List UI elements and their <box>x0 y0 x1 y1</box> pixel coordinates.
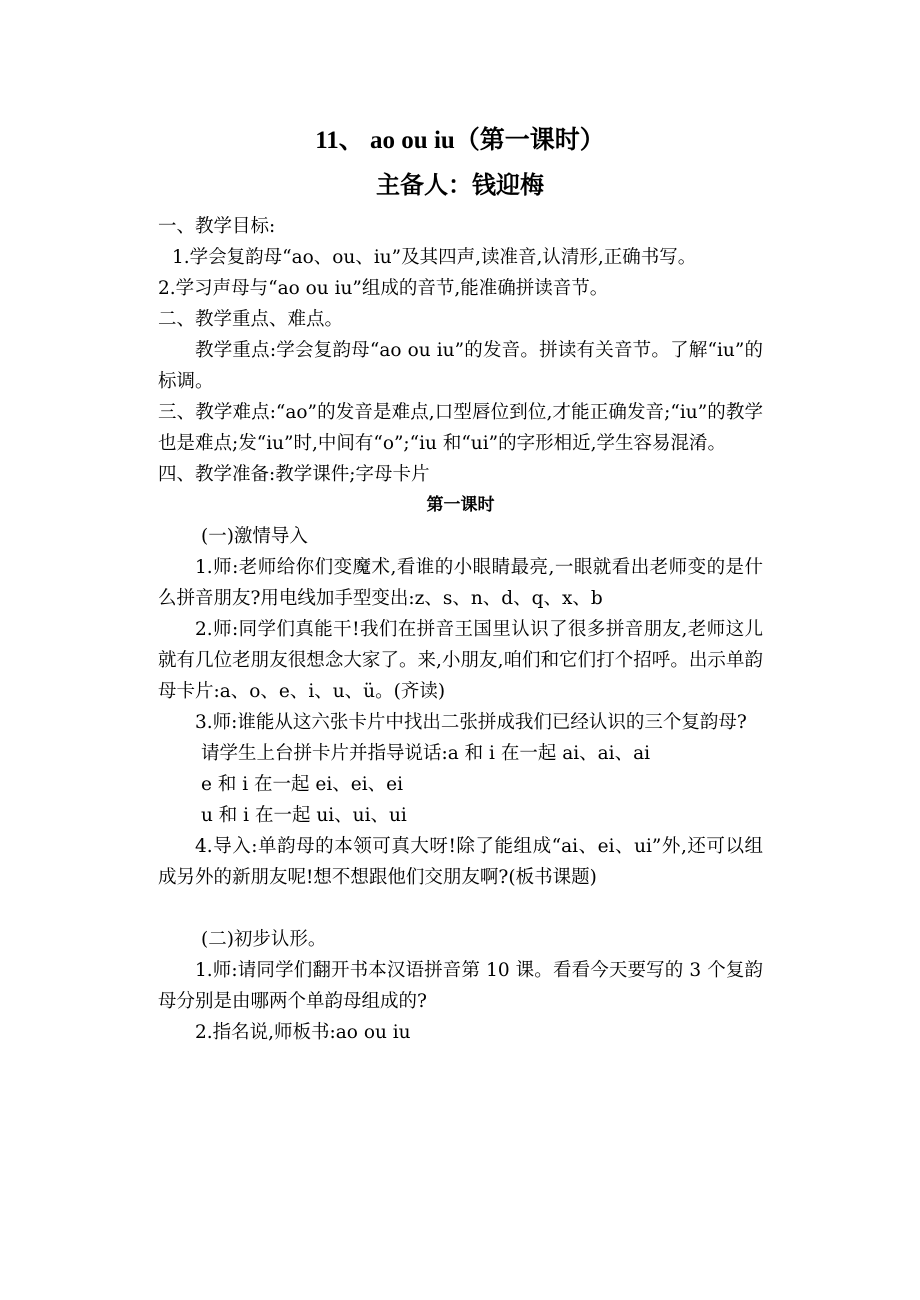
step-2-heading: (二)初步认形。 <box>201 929 327 950</box>
step-1-item-1: 1.师:老师给你们变魔术,看谁的小眼睛最亮,一眼就看出老师变的是什么拼音朋友?用电线加手型变出:z、s、n、d、q、x、b <box>158 557 763 609</box>
objective-2: 2.学习声母与“ao ou iu”组成的音节,能准确拼读音节。 <box>158 278 609 299</box>
blank-line <box>158 893 763 924</box>
preparation-text: 四、教学准备:教学课件;字母卡片 <box>158 464 430 485</box>
step-1-item-4: 4.导入:单韵母的本领可真大呀!除了能组成“ai、ei、ui”外,还可以组成另外的新朋友呢!想不想跟他们交朋友啊?(板书课题) <box>158 836 763 888</box>
step-1-item-3b: e 和 i 在一起 ei、ei、ei <box>201 774 403 795</box>
heading-key-points: 二、教学重点、难点。 <box>158 309 344 330</box>
step-1-item-3a: 请学生上台拼卡片并指导说话:a 和 i 在一起 ai、ai、ai <box>201 743 651 764</box>
step-1-item-2: 2.师:同学们真能干!我们在拼音王国里认识了很多拼音朋友,老师这儿就有几位老朋友很想念大家了。来,小朋友,咱们和它们打个招呼。出示单韵母卡片:a、o、e、i、u、ü。(齐读) <box>158 619 763 702</box>
lesson-title: 11、 ao ou iu（第一课时） <box>315 127 605 154</box>
key-point-text: 教学重点:学会复韵母“ao ou iu”的发音。拼读有关音节。了解“iu”的标调。 <box>158 340 763 392</box>
step-2-item-1: 1.师:请同学们翻开书本汉语拼音第 10 课。看看今天要写的 3 个复韵母分别是由哪两个单韵母组成的? <box>158 960 763 1012</box>
lesson-body <box>158 211 763 1048</box>
author-line: 主备人：钱迎梅 <box>376 171 544 199</box>
step-2-item-2: 2.指名说,师板书:ao ou iu <box>195 1022 411 1043</box>
lesson-section-title: 第一课时 <box>426 495 495 515</box>
step-1-item-3: 3.师:谁能从这六张卡片中找出二张拼成我们已经认识的三个复韵母? <box>195 712 747 733</box>
heading-objectives: 一、教学目标: <box>158 216 276 237</box>
step-1-item-3c: u 和 i 在一起 ui、ui、ui <box>201 805 407 826</box>
difficulty-text: 三、教学难点:“ao”的发音是难点,口型唇位到位,才能正确发音;“iu”的教学也是难点;发“iu”时,中间有“o”;“iu 和“ui”的字形相近,学生容易混淆。 <box>158 402 763 454</box>
step-1-heading: (一)激情导入 <box>201 526 308 547</box>
objective-1: 1.学会复韵母“ao、ou、iu”及其四声,读准音,认清形,正确书写。 <box>172 247 697 268</box>
